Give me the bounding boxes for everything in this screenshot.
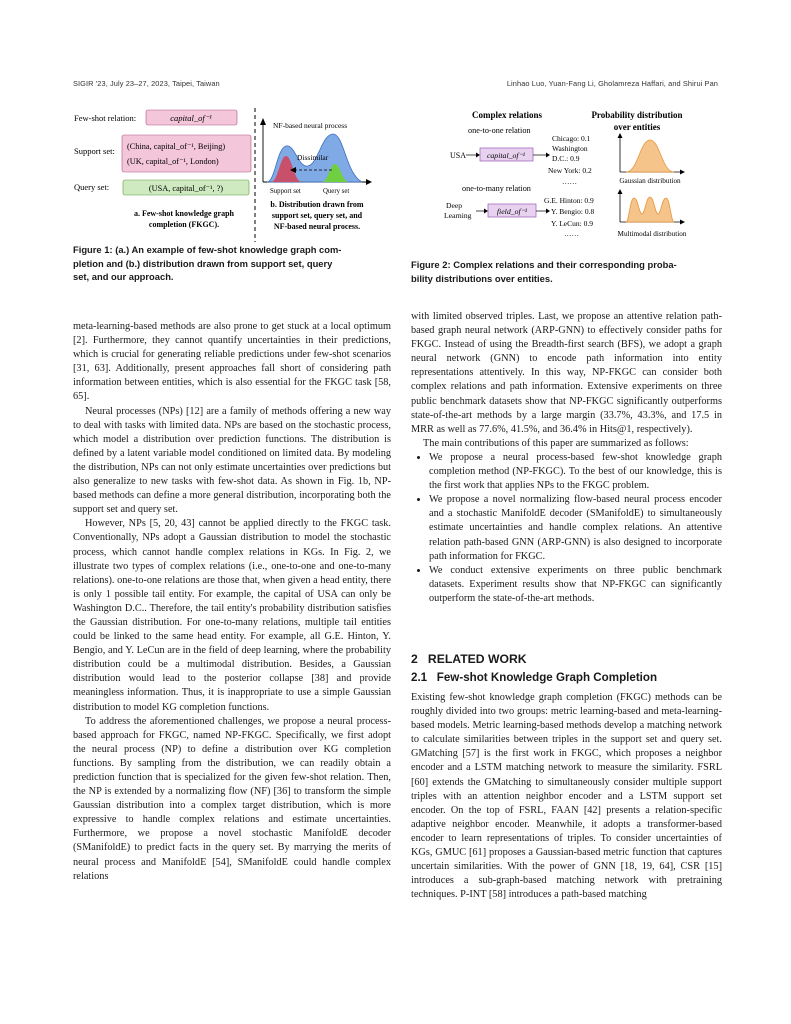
multi-axis-y-arrow xyxy=(618,189,623,194)
running-header-right: Linhao Luo, Yuan-Fang Li, Gholamreza Haffari, and Shirui Pan xyxy=(506,79,718,88)
subfig-a-title-1: a. Few-shot knowledge graph xyxy=(133,209,235,218)
caption-line: Figure 1: (a.) An example of few-shot knowledge graph com- xyxy=(73,244,342,255)
gauss-axis-x-arrow xyxy=(680,170,685,175)
caption-line: set, and our approach. xyxy=(73,271,174,283)
multimodal-curve xyxy=(626,197,674,222)
left-paragraph-1: meta-learning-based methods are also prone to get stuck at a local optimum [2]. Furthermore, they cannot quantify uncertainties in their predictions, which is crucial for generating reliable predictions under few-shot scenarios [31, 63]. Additionally, present approaches fall short of considering path information between entities, which is also essential for the FKGC task [58, 65]. xyxy=(73,321,391,403)
gaussian-label: Gaussian distribution xyxy=(619,177,681,185)
np-label: NF-based neural process xyxy=(273,121,348,130)
dots-2: …… xyxy=(564,229,579,238)
left-column xyxy=(73,320,391,884)
support-axis-label: Support set xyxy=(270,188,301,195)
field-edge-arrow xyxy=(546,209,550,214)
subfig-b-title-2: support set, query set, and xyxy=(271,211,363,220)
one-to-many-label: one-to-many relation xyxy=(462,184,531,193)
fewshot-relation-label: Few-shot relation: xyxy=(74,113,137,123)
support-triple-1: (China, capital_of⁻¹, Beijing) xyxy=(127,142,226,151)
usa-entity: USA xyxy=(450,151,467,160)
left-paragraph-2: Neural processes (NPs) [12] are a family of methods offering a new way to deal with tasks with limited data. NPs are based on the stochastic process, which model a distribution over prediction functions. The distribution is defined by a latent variable model conditioned on limited data. By modeling the distribution, NPs can not only estimate uncertainties over predictions but also generalize to new tasks with few-shot data. As shown in Fig. 1b, NP-based methods can define a more general distribution, incorporating both the support set and query set. xyxy=(73,405,391,516)
support-set-label: Support set: xyxy=(74,146,115,156)
subfig-b-title-1: b. Distribution drawn from xyxy=(270,200,364,209)
contribution-item: • We conduct extensive experiments on three public benchmark datasets. Experiment results show that NP-FKGC can significantly outperform the state-of-the-art methods. xyxy=(429,564,722,606)
support-triple-2: (UK, capital_of⁻¹, London) xyxy=(127,157,219,166)
left-paragraph-3: However, NPs [5, 20, 43] cannot be applied directly to the FKGC task. Conventionally, NPs adopt a Gaussian distribution to model the stochastic process, which cannot handle complex relations in KGs. In Fig. 2, we illustrate two types of complex relations (i.e., one-to-one and one-to-many relations). one-to-one relations are those that, when given a head entity, there is only 1 possible tail entity. For example, the capital of USA can only be Washington D.C.. Therefore, the tail entity's probability distribution satisfies the Gaussian distribution. For one-to-many relations, multiple tail entities could be linked to the same head entity. For example, all G.E. Hinton, Y. Bengio, and Y. LeCun are in the field of deep learning, where the probability distribution could be a multimodal distribution. Besides, a Gaussian distribution would lead to the posterior collapse [38] and provide meaningless information. Thus, it is inappropriate to use a simple Gaussian distribution to model KG completion functions. xyxy=(73,518,391,713)
deep-learning-2: Learning xyxy=(444,211,472,220)
figure-1-caption xyxy=(73,243,391,284)
complex-relations-title: Complex relations xyxy=(471,110,543,120)
support-box xyxy=(122,135,251,172)
multi-axis-x-arrow xyxy=(680,220,685,225)
chicago: Chicago: 0.1 xyxy=(552,134,591,143)
section-heading: 2 RELATED WORK xyxy=(411,652,527,666)
usa-edge-arrow xyxy=(476,153,480,158)
subfig-b-title-3: NF-based neural process. xyxy=(273,222,361,231)
washington-1: Washington xyxy=(552,144,588,153)
caption-line: Figure 2: Complex relations and their corresponding proba- xyxy=(411,259,677,270)
prob-title-2: over entities xyxy=(613,122,661,132)
one-to-one-label: one-to-one relation xyxy=(468,126,531,135)
right-column-bottom xyxy=(411,691,722,902)
dissimilar-label: Dissimilar xyxy=(297,153,329,162)
query-set-label: Query set: xyxy=(74,182,110,192)
deep-learning-1: Deep xyxy=(446,201,463,210)
figure-2-caption xyxy=(411,258,723,285)
lecun: Y. LeCun: 0.9 xyxy=(551,219,593,228)
caption-line: bility distributions over entities. xyxy=(411,272,553,284)
hinton: G.E. Hinton: 0.9 xyxy=(544,196,594,205)
dl-edge-arrow xyxy=(484,209,488,214)
washington-2: D.C.: 0.9 xyxy=(552,154,580,163)
figure-2 xyxy=(440,104,730,244)
bengio: Y. Bengio: 0.8 xyxy=(551,207,595,216)
capital-edge-arrow xyxy=(546,153,550,158)
contribution-item: • We propose a neural process-based few-shot knowledge graph completion method (NP-FKGC). To the best of our knowledge, this is the first work that applies NPs to the FKGC problem. xyxy=(429,451,722,493)
relation-text: capital_of⁻¹ xyxy=(170,113,212,123)
multimodal-label: Multimodal distribution xyxy=(617,230,687,238)
capital-relation: capital_of⁻¹ xyxy=(486,151,526,160)
prob-title-1: Probability distribution xyxy=(591,110,683,120)
subsection-heading: 2.1 Few-shot Knowledge Graph Completion xyxy=(411,671,658,684)
query-triple: (USA, capital_of⁻¹, ?) xyxy=(148,184,224,193)
running-header-left: SIGIR '23, July 23–27, 2023, Taipei, Taiwan xyxy=(73,79,220,88)
gaussian-curve xyxy=(626,140,674,172)
right-paragraph-1: with limited observed triples. Last, we propose an attentive relation path-based graph neural network (ARP-GNN) to effectively consider paths for FKGC. Instead of using the Breadth-first search (BFS), we adopt a graph neural network (GNN) to encode path information into entity representations attentively. In this way, NP-FKGC can consider both complex relations and path information. Extensive experiments on three public benchmark datasets show that NP-FKGC significantly outperforms state-of-the-art methods by a large margin (33.7%, 43.3%, and 17.5 in MRR as well as 77.6%, 41.5%, and 36.4% in Hits@1, respectively). xyxy=(411,311,722,435)
field-relation: field_of⁻¹ xyxy=(496,207,528,216)
right-paragraph-2: The main contributions of this paper are summarized as follows: xyxy=(423,437,689,449)
contributions-list xyxy=(411,451,722,606)
subfig-a-title-2: completion (FKGC). xyxy=(148,220,220,229)
right-paragraph-3: Existing few-shot knowledge graph completion (FKGC) methods can be roughly divided into two groups: metric learning-based and meta-learning-based models. Metric learning-based methods develop a matching network to calculate similarities between triples in the support set and query set. GMatching [57] is the first work in FKGC, which proposes a neighbor encoder and a LSTM matching network to measure the similarity. FSRL [60] extends the GMatching to simultaneously consider multiple support triples with an attention neighbor encoder and a LSTM support set encoder. On the top of FSRL, FAAN [42] presents a relation-specific adaptive neighbor encoder. Meanwhile, it adopts a transformer-based encoder to learn representations of triples. To consider uncertainties of KGs, GMUC [61] proposes a Gaussian-based metric function that captures uncertain similarities. With the power of GNN [18, 19, 64], CSR [15] introduces a sub-graph-based matching network with pretraining techniques. P-INT [58] introduces a path-based matching xyxy=(411,692,722,901)
right-column-top xyxy=(411,310,722,606)
axis-x-arrow xyxy=(366,179,372,185)
figure-1 xyxy=(70,104,390,244)
left-paragraph-4: To address the aforementioned challenges, we propose a neural process-based approach for FKGC, named NP-FKGC. Specifically, we first adopt the neural process (NP) to define a distribution over KG completion functions. By sampling from the distribution, we can readily obtain a prediction function that is specialized for the given few-shot relation. Then, the NP is extended by a normalizing flow (NF) [36] to transform the simple Gaussian distribution into a complex target distribution, which is more expressive to handle complex relations and estimate uncertainties. Furthermore, we propose a novel stochastic ManifoldE decoder (SManifoldE) to predict facts in the query set. By marrying the merits of neural process and ManifoldE [54], SManifoldE could handle complex relations xyxy=(73,715,391,882)
dots-1: …… xyxy=(562,177,577,186)
contribution-item: • We propose a novel normalizing flow-based neural process encoder and a stochastic ManifoldE decoder (SManifoldE) to simultaneously estimate uncertainties and handle complex relations. An attentive relation path-based GNN (ARP-GNN) is also designed to incorporate path information for FKGC. xyxy=(429,493,722,563)
gauss-axis-y-arrow xyxy=(618,133,623,138)
caption-line: pletion and (b.) distribution drawn from support set, query xyxy=(73,257,333,269)
newyork: New York: 0.2 xyxy=(548,166,592,175)
query-axis-label: Query set xyxy=(323,188,350,195)
axis-y-arrow xyxy=(260,118,266,125)
